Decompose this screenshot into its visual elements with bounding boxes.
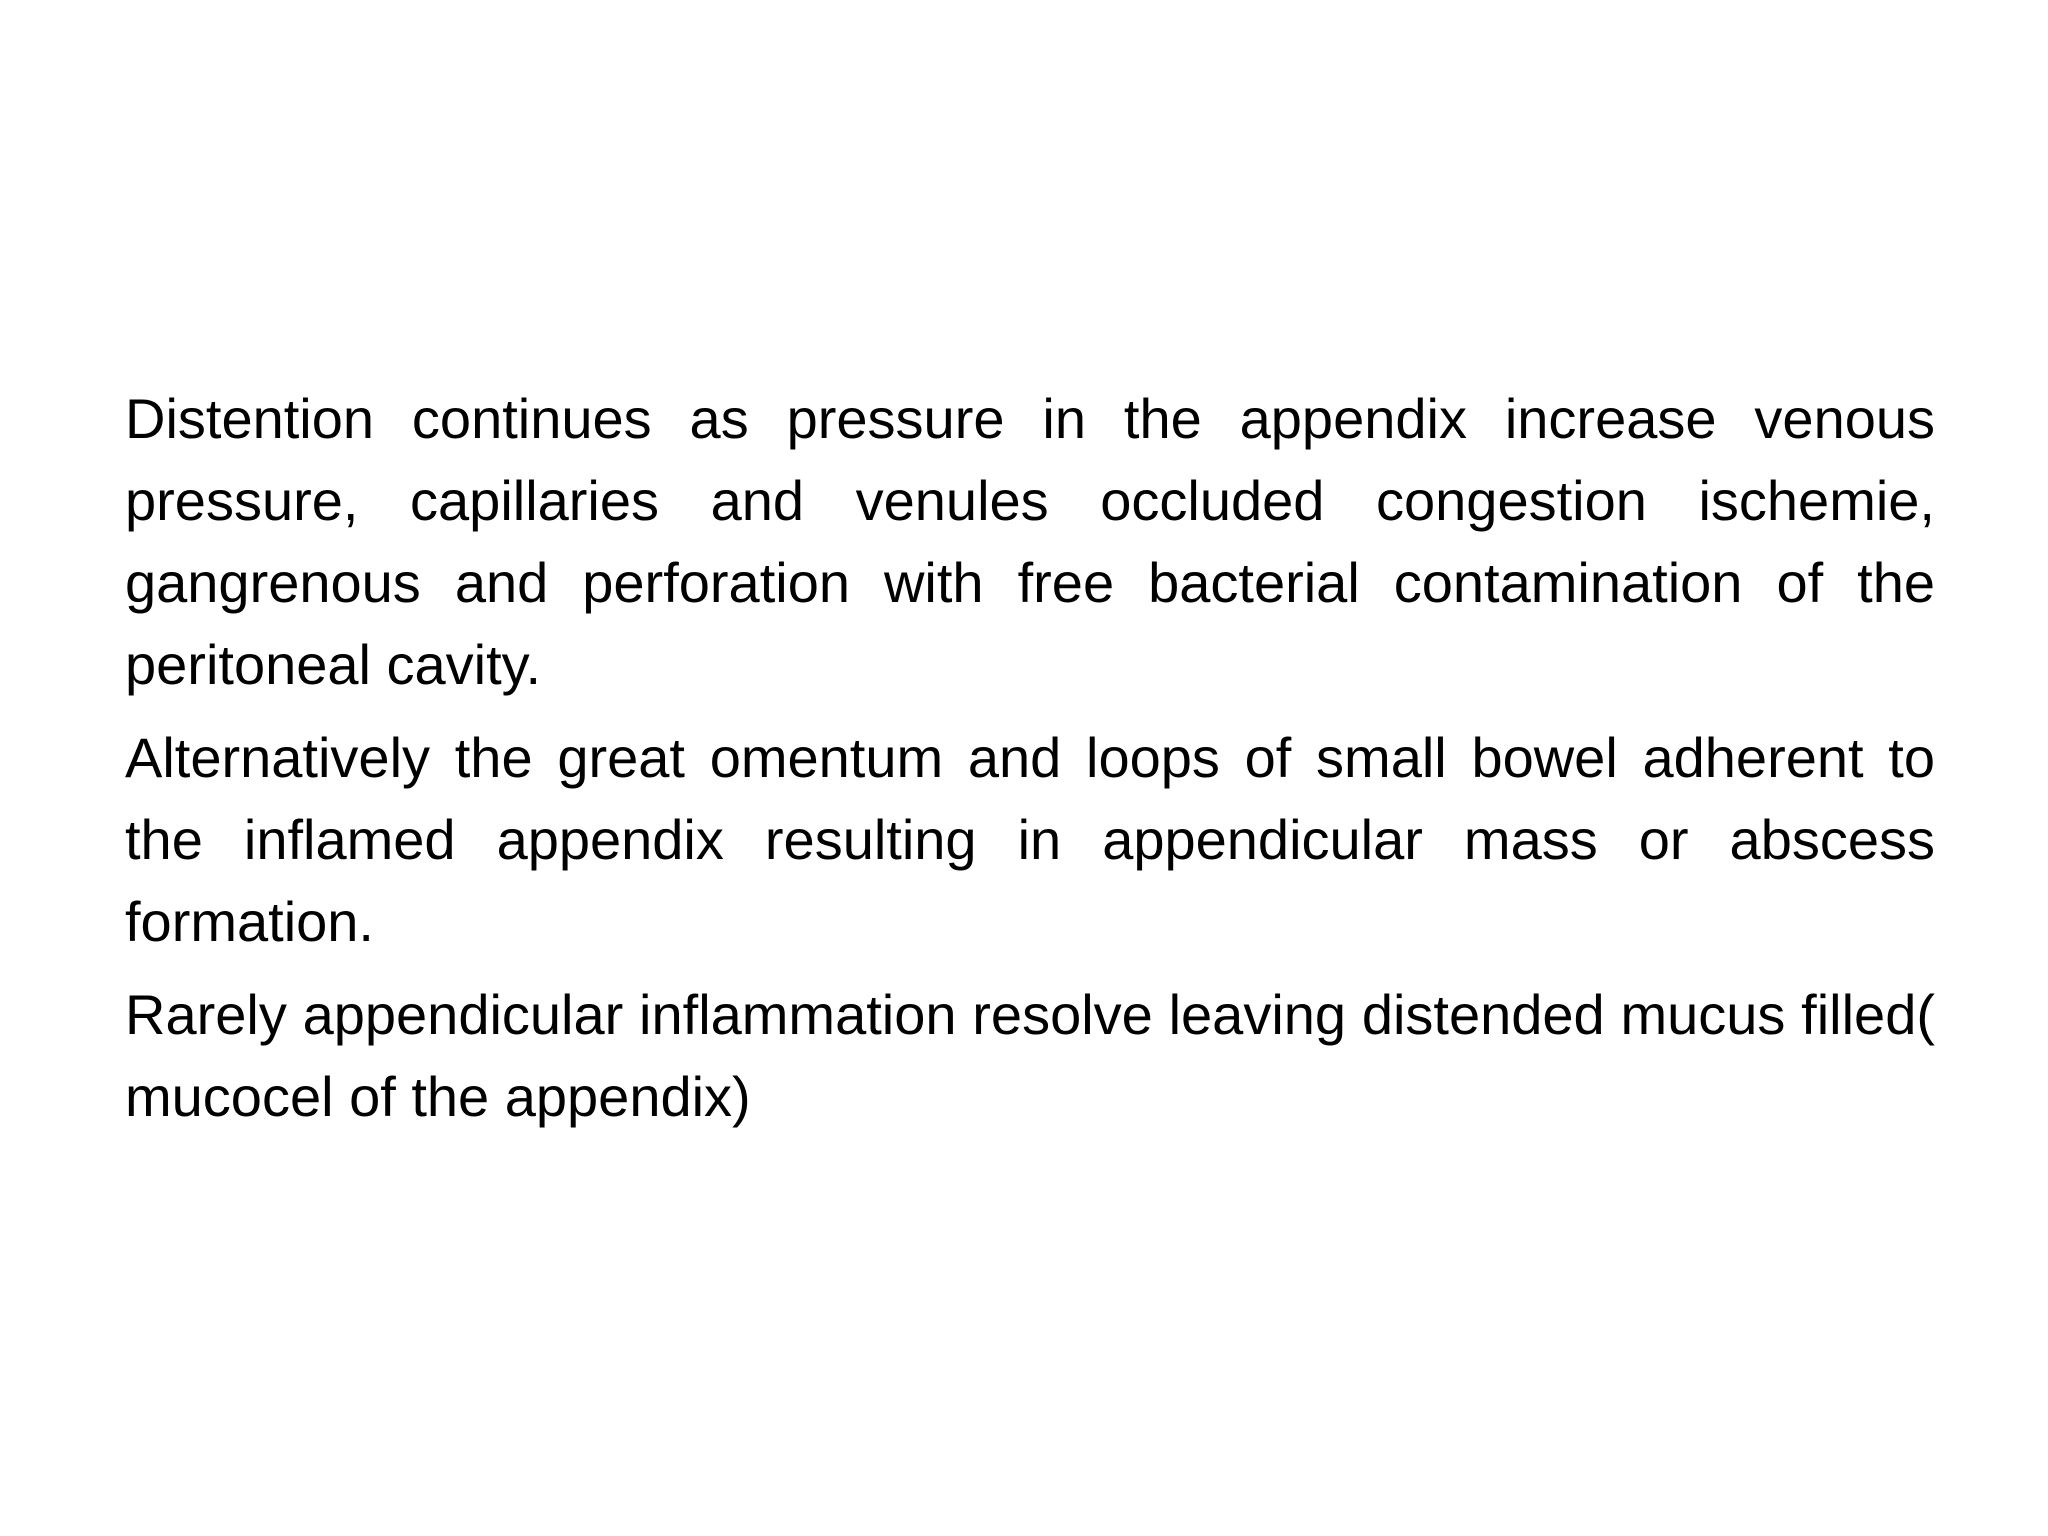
paragraph-alternatively: Alternatively the great omentum and loops of small bowel adherent to the inflamed appendix resulting in appendicular mass or abscess formation. — [125, 726, 1935, 953]
paragraph-rarely: Rarely appendicular inflammation resolve leaving distended mucus filled( mucocel of the appendix) — [125, 983, 1935, 1128]
paragraph-distention: Distention continues as pressure in the appendix increase venous pressure, capillaries and venules occluded congestion ischemie, gangrenous and perforation with free bacterial contamination of the peritoneal cavity. — [125, 387, 1967, 696]
slide-body-text — [125, 378, 1967, 1149]
